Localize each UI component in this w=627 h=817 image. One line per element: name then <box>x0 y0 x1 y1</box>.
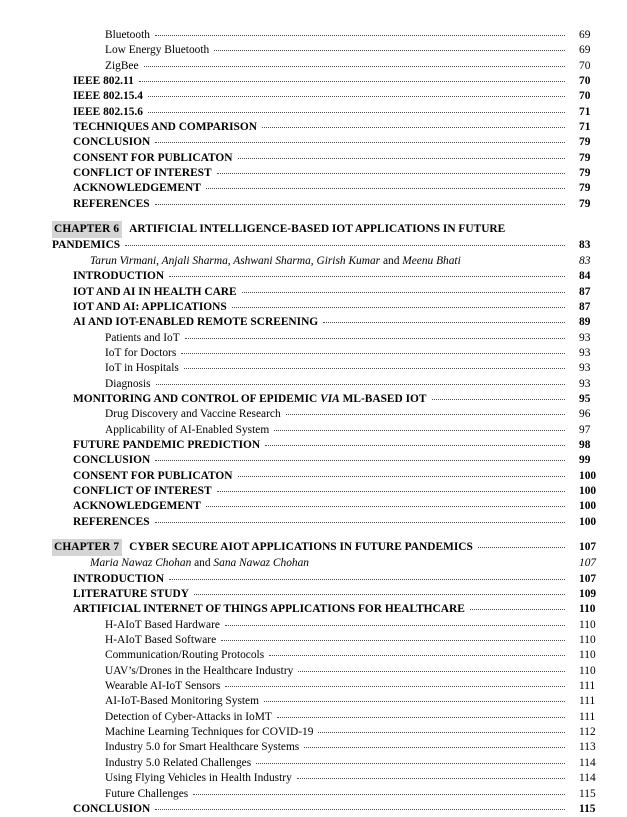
dot-leader <box>156 384 565 385</box>
toc-entry[interactable] <box>0 633 627 648</box>
chapter7-title-line1: CYBER SECURE AIOT APPLICATIONS IN FUTURE PANDEMICS <box>129 541 473 553</box>
toc-entry[interactable] <box>0 438 627 453</box>
dot-leader <box>478 547 565 548</box>
dot-leader <box>184 368 565 369</box>
toc-entry-page: 115 <box>579 802 596 815</box>
dot-leader <box>155 460 565 461</box>
toc-entry-page: 114 <box>579 772 596 785</box>
toc-entry-label: IEEE 802.15.6 <box>73 105 143 118</box>
toc-entry[interactable] <box>0 787 627 802</box>
toc-entry-label: AI-IoT-Based Monitoring System <box>105 695 259 708</box>
dot-leader <box>242 292 565 293</box>
chapter7-heading-line1[interactable] <box>0 539 627 556</box>
toc-entry-page: 98 <box>579 438 591 451</box>
chapter7-tag: CHAPTER 7 <box>52 539 122 556</box>
dot-leader <box>155 35 565 36</box>
toc-entry-page: 110 <box>579 634 596 647</box>
toc-entry-label: H-AIoT Based Hardware <box>105 618 220 631</box>
toc-entry-page: 97 <box>579 423 591 436</box>
toc-entry-page: 100 <box>579 469 597 482</box>
table-of-contents <box>0 28 627 817</box>
toc-entry-page: 110 <box>579 618 596 631</box>
chapter6-authors: Tarun Virmani, Anjali Sharma, Ashwani Sharma, Girish Kumar and Meenu Bhati <box>90 254 461 267</box>
toc-entry-label: INTRODUCTION <box>73 572 165 585</box>
toc-entry[interactable] <box>0 166 627 181</box>
dot-leader <box>221 640 565 641</box>
chapter6-page: 83 <box>579 239 591 252</box>
toc-entry-label: Detection of Cyber-Attacks in IoMT <box>105 710 272 723</box>
chapter7-authors: Maria Nawaz Chohan and Sana Nawaz Chohan <box>90 557 309 570</box>
toc-entry-page: 70 <box>579 75 591 88</box>
dot-leader <box>225 625 565 626</box>
toc-entry[interactable] <box>0 89 627 104</box>
toc-entry-label: ACKNOWLEDGEMENT <box>73 182 201 195</box>
dot-leader <box>432 399 566 400</box>
toc-entry-label: ZigBee <box>105 59 139 72</box>
toc-entry-page: 93 <box>579 362 591 375</box>
toc-entry-page: 115 <box>579 787 596 800</box>
toc-entry-label: ARTIFICIAL INTERNET OF THINGS APPLICATIONS FOR HEALTHCARE <box>73 603 465 616</box>
toc-entry-page: 70 <box>579 59 591 72</box>
toc-entry-label: CONCLUSION <box>73 802 151 815</box>
toc-entry-page: 111 <box>579 680 596 693</box>
dot-leader <box>181 353 565 354</box>
toc-entry[interactable] <box>0 315 627 330</box>
toc-group-chapter6-continued <box>0 407 627 530</box>
toc-entry-label: MONITORING AND CONTROL OF EPIDEMIC VIA ML-BASED IOT <box>73 392 427 405</box>
toc-entry-label: Applicability of AI-Enabled System <box>105 423 270 436</box>
toc-entry-label: CONFLICT OF INTEREST <box>73 167 212 180</box>
toc-entry-label: IoT in Hospitals <box>105 362 179 375</box>
toc-entry-page: 111 <box>579 710 596 723</box>
dot-leader <box>206 506 565 507</box>
toc-entry[interactable] <box>0 407 627 422</box>
toc-entry-page: 100 <box>579 515 597 528</box>
toc-entry-label: INTRODUCTION <box>73 270 165 283</box>
toc-entry-page: 112 <box>579 726 596 739</box>
section-gap <box>0 530 627 539</box>
toc-entry-page: 113 <box>579 741 596 754</box>
dot-leader <box>155 522 565 523</box>
toc-entry-label: IOT AND AI IN HEALTH CARE <box>73 285 237 298</box>
toc-entry[interactable] <box>0 618 627 633</box>
toc-entry-label: CONCLUSION <box>73 136 151 149</box>
toc-entry-page: 79 <box>579 151 591 164</box>
toc-entry-page: 79 <box>579 182 591 195</box>
dot-leader <box>286 414 565 415</box>
toc-entry[interactable] <box>0 771 627 786</box>
toc-entry[interactable] <box>0 269 627 284</box>
toc-entry-page: 109 <box>579 588 597 601</box>
toc-entry-page: 79 <box>579 136 591 149</box>
toc-entry-page: 93 <box>579 331 591 344</box>
dot-leader <box>304 747 565 748</box>
toc-entry[interactable] <box>0 648 627 663</box>
dot-leader <box>238 476 566 477</box>
toc-entry[interactable] <box>0 679 627 694</box>
toc-entry-label: Diagnosis <box>105 377 151 390</box>
toc-entry-page: 69 <box>579 44 591 57</box>
toc-entry-page: 111 <box>579 695 596 708</box>
section-gap <box>0 212 627 221</box>
chapter6-authors-row <box>0 254 627 269</box>
chapter6-heading-line1[interactable] <box>0 221 627 238</box>
toc-entry-label: H-AIoT Based Software <box>105 634 217 647</box>
toc-entry-label: Future Challenges <box>105 787 189 800</box>
toc-entry[interactable] <box>0 43 627 58</box>
toc-entry-page: 89 <box>579 316 591 329</box>
dot-leader <box>238 158 566 159</box>
toc-entry-page: 100 <box>579 500 597 513</box>
dot-leader <box>269 655 565 656</box>
toc-entry-page: 84 <box>579 270 591 283</box>
dot-leader <box>262 127 565 128</box>
dot-leader <box>148 96 565 97</box>
toc-entry-label: REFERENCES <box>73 515 150 528</box>
dot-leader <box>194 594 565 595</box>
toc-entry-label: Bluetooth <box>105 29 150 41</box>
toc-entry[interactable] <box>0 28 627 43</box>
toc-entry-label: CONSENT FOR PUBLICATON <box>73 151 233 164</box>
dot-leader <box>139 81 565 82</box>
toc-entry-label: IEEE 802.11 <box>73 75 134 88</box>
toc-entry[interactable] <box>0 710 627 725</box>
toc-entry[interactable] <box>0 499 627 514</box>
dot-leader <box>277 717 565 718</box>
dot-leader <box>155 204 565 205</box>
toc-entry-label: IOT AND AI: APPLICATIONS <box>73 300 227 313</box>
toc-entry[interactable] <box>0 197 627 212</box>
dot-leader <box>256 763 565 764</box>
dot-leader <box>206 188 565 189</box>
toc-entry[interactable] <box>0 515 627 530</box>
toc-entry[interactable] <box>0 361 627 376</box>
toc-entry-page: 114 <box>579 756 596 769</box>
toc-entry[interactable] <box>0 587 627 602</box>
toc-entry-label: Industry 5.0 for Smart Healthcare Systems <box>105 741 300 754</box>
toc-entry-label: Communication/Routing Protocols <box>105 649 265 662</box>
chapter6-heading-line2[interactable] <box>0 238 627 253</box>
toc-entry-label: Patients and IoT <box>105 331 180 344</box>
toc-entry-page: 93 <box>579 346 591 359</box>
toc-entry-page: 87 <box>579 285 591 298</box>
toc-entry[interactable] <box>0 105 627 120</box>
toc-group-chapter7 <box>0 572 627 817</box>
toc-entry-page: 95 <box>579 392 591 405</box>
dot-leader <box>318 732 565 733</box>
toc-entry-label: IoT for Doctors <box>105 346 177 359</box>
chapter6-tag: CHAPTER 6 <box>52 221 122 238</box>
toc-entry-label: Machine Learning Techniques for COVID-19 <box>105 726 314 739</box>
toc-entry-label: FUTURE PANDEMIC PREDICTION <box>73 438 261 451</box>
chapter7-authors-page: 107 <box>579 557 597 570</box>
toc-entry[interactable] <box>0 423 627 438</box>
toc-entry-label: CONCLUSION <box>73 454 151 467</box>
toc-entry[interactable] <box>0 740 627 755</box>
toc-entry-label: CONSENT FOR PUBLICATON <box>73 469 233 482</box>
dot-leader <box>264 701 565 702</box>
toc-entry[interactable] <box>0 346 627 361</box>
toc-entry-page: 71 <box>579 105 591 118</box>
toc-entry-page: 100 <box>579 484 597 497</box>
toc-entry-label: TECHNIQUES AND COMPARISON <box>73 121 257 134</box>
toc-entry-page: 69 <box>579 29 591 41</box>
dot-leader <box>148 112 565 113</box>
toc-entry-label: Drug Discovery and Vaccine Research <box>105 408 281 421</box>
toc-entry-page: 71 <box>579 121 591 134</box>
toc-entry[interactable] <box>0 181 627 196</box>
toc-entry[interactable] <box>0 694 627 709</box>
dot-leader <box>144 66 565 67</box>
toc-entry-page: 110 <box>579 664 596 677</box>
toc-entry-page: 93 <box>579 377 591 390</box>
toc-group-chapter5-continued <box>0 28 627 212</box>
toc-entry-page: 110 <box>579 649 596 662</box>
dot-leader <box>155 809 565 810</box>
toc-entry[interactable] <box>0 453 627 468</box>
toc-entry[interactable] <box>0 664 627 679</box>
dot-leader <box>217 491 565 492</box>
toc-entry[interactable] <box>0 725 627 740</box>
toc-entry-label: REFERENCES <box>73 197 150 210</box>
toc-entry[interactable] <box>0 331 627 346</box>
dot-leader <box>323 322 565 323</box>
toc-entry[interactable] <box>0 602 627 617</box>
toc-entry-monitoring[interactable] <box>0 392 627 407</box>
toc-entry[interactable] <box>0 802 627 817</box>
toc-group-chapter6 <box>0 269 627 392</box>
toc-entry[interactable] <box>0 59 627 74</box>
toc-entry[interactable] <box>0 469 627 484</box>
toc-entry-label: Wearable AI-IoT Sensors <box>105 680 221 693</box>
toc-entry-page: 79 <box>579 167 591 180</box>
toc-entry[interactable] <box>0 484 627 499</box>
toc-entry[interactable] <box>0 377 627 392</box>
toc-entry-page: 110 <box>579 603 596 616</box>
toc-entry-page: 96 <box>579 408 591 421</box>
dot-leader <box>265 445 565 446</box>
dot-leader <box>297 778 565 779</box>
toc-entry-label: Industry 5.0 Related Challenges <box>105 756 252 769</box>
dot-leader <box>169 276 565 277</box>
toc-entry-page: 99 <box>579 454 591 467</box>
toc-entry[interactable] <box>0 135 627 150</box>
toc-entry-label: AI AND IOT-ENABLED REMOTE SCREENING <box>73 316 319 329</box>
chapter6-authors-page: 83 <box>579 254 591 267</box>
toc-entry-page: 87 <box>579 300 591 313</box>
chapter6-title-line2: PANDEMICS <box>52 239 121 252</box>
toc-entry[interactable] <box>0 756 627 771</box>
toc-entry-label: Low Energy Bluetooth <box>105 44 210 57</box>
dot-leader <box>193 794 565 795</box>
dot-leader <box>298 671 565 672</box>
toc-entry-label: Using Flying Vehicles in Health Industry <box>105 772 292 785</box>
toc-entry-page: 107 <box>579 572 597 585</box>
toc-entry-label: UAV’s/Drones in the Healthcare Industry <box>105 664 294 677</box>
toc-entry[interactable] <box>0 74 627 89</box>
dot-leader <box>232 307 565 308</box>
toc-entry-page: 70 <box>579 90 591 103</box>
toc-entry-label: ACKNOWLEDGEMENT <box>73 500 201 513</box>
dot-leader <box>225 686 565 687</box>
via-italic: VIA <box>320 392 340 405</box>
dot-leader <box>155 142 565 143</box>
toc-entry-label: CONFLICT OF INTEREST <box>73 484 212 497</box>
toc-entry[interactable] <box>0 572 627 587</box>
chapter7-authors-row <box>0 556 627 571</box>
chapter6-title-line1: ARTIFICIAL INTELLIGENCE-BASED IOT APPLICATIONS IN FUTURE <box>129 223 506 236</box>
dot-leader <box>274 430 565 431</box>
toc-entry-page: 79 <box>579 197 591 210</box>
dot-leader <box>217 173 565 174</box>
toc-entry-label: LITERATURE STUDY <box>73 588 189 601</box>
dot-leader <box>125 245 565 246</box>
toc-entry[interactable] <box>0 300 627 315</box>
toc-entry-label: IEEE 802.15.4 <box>73 90 143 103</box>
toc-entry[interactable] <box>0 120 627 135</box>
chapter7-page: 107 <box>579 541 597 553</box>
toc-entry[interactable] <box>0 285 627 300</box>
dot-leader <box>214 50 565 51</box>
dot-leader <box>169 579 565 580</box>
dot-leader <box>470 609 565 610</box>
dot-leader <box>185 338 565 339</box>
toc-entry[interactable] <box>0 151 627 166</box>
